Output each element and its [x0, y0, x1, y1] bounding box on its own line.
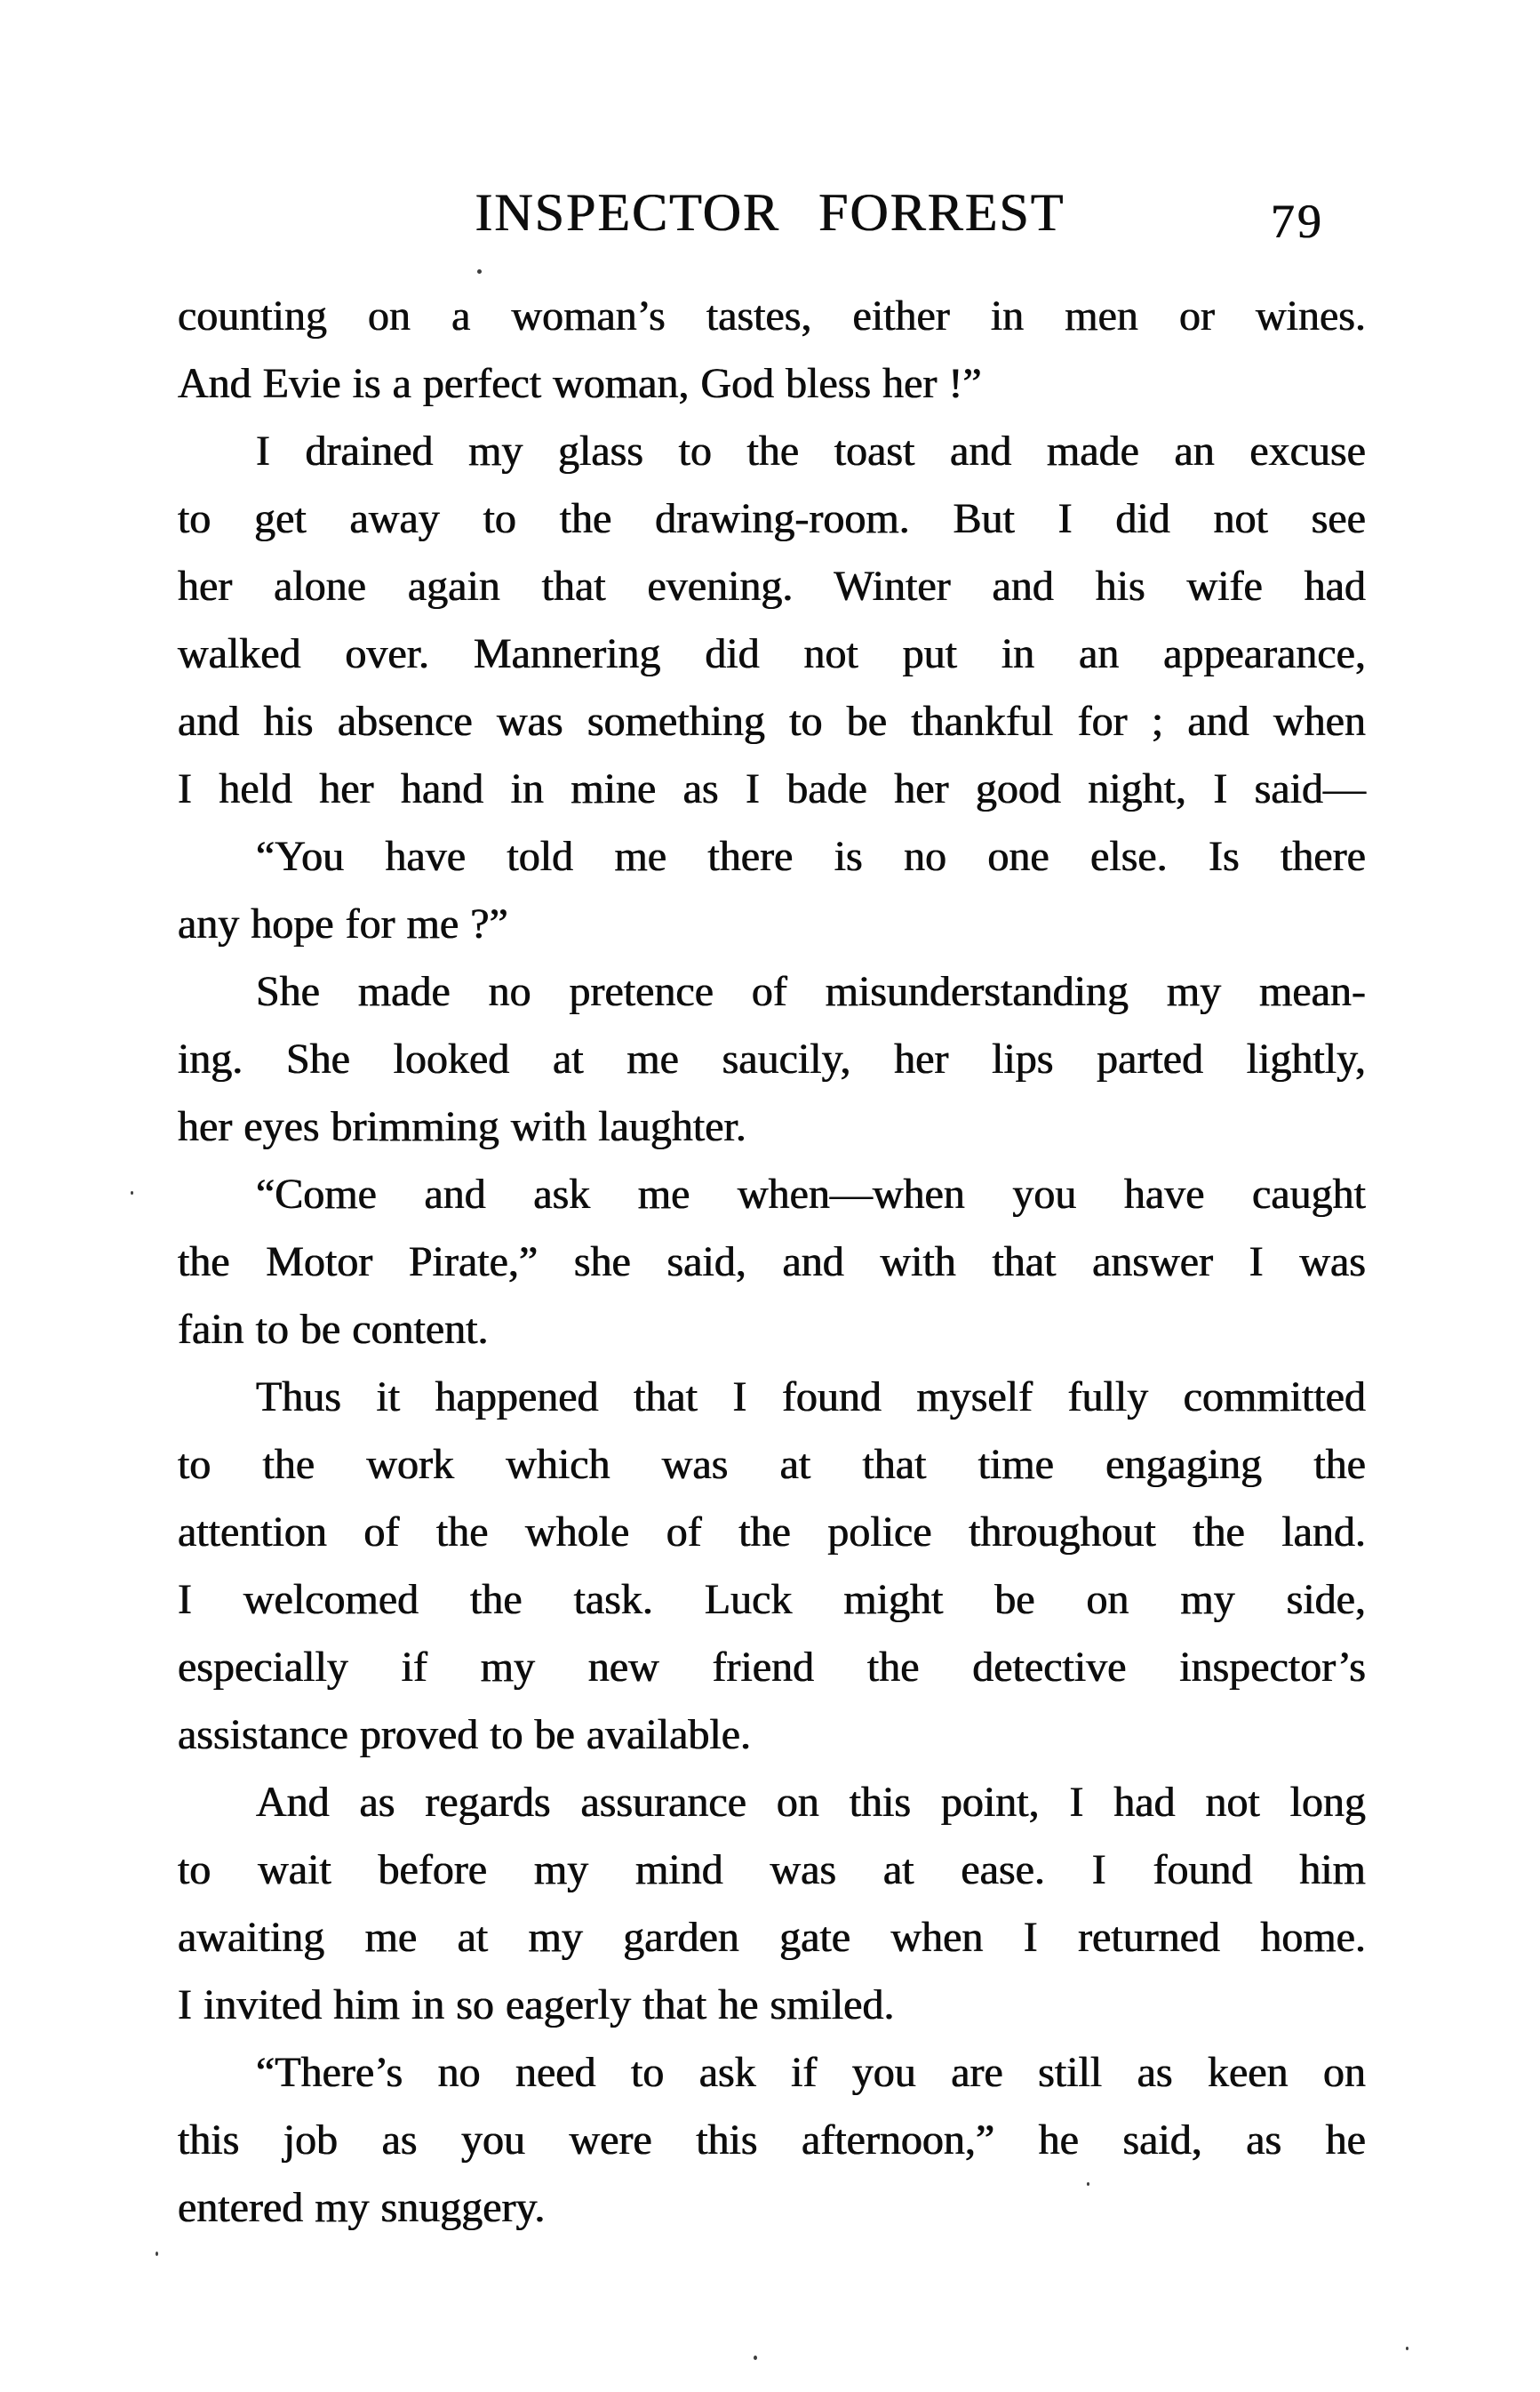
text-line: awaiting me at my garden gate when I returned home. — [178, 1914, 1366, 1961]
text-line: her eyes brimming with laughter. — [178, 1103, 746, 1150]
text-line: “You have told me there is no one else. Is there — [256, 833, 1366, 880]
text-line: to get away to the drawing-room. But I did not see — [178, 495, 1366, 542]
text-line: ing. She looked at me saucily, her lips parted lightly, — [178, 1036, 1366, 1083]
text-line: Thus it happened that I found myself fully committed — [256, 1373, 1366, 1420]
text-line: I invited him in so eagerly that he smiled. — [178, 1981, 895, 2028]
text-line: I drained my glass to the toast and made an excuse — [256, 428, 1366, 475]
text-line: And as regards assurance on this point, I had not long — [256, 1779, 1366, 1826]
scan-speck — [754, 2356, 757, 2360]
text-line: this job as you were this afternoon,” he said, as he — [178, 2116, 1366, 2164]
text-line: “There’s no need to ask if you are still as keen on — [256, 2049, 1366, 2096]
page-number: 79 — [1271, 195, 1324, 248]
text-line: walked over. Mannering did not put in an appearance, — [178, 630, 1366, 677]
text-line: “Come and ask me when—when you have caught — [256, 1171, 1366, 1218]
text-line: entered my snuggery. — [178, 2184, 546, 2231]
text-line: I held her hand in mine as I bade her good night, I said— — [178, 765, 1366, 812]
text-line: to wait before my mind was at ease. I found him — [178, 1846, 1366, 1893]
text-line: and his absence was something to be thankful for ; and when — [178, 698, 1366, 745]
scan-speck — [131, 1191, 133, 1195]
text-line: especially if my new friend the detective inspector’s — [178, 1644, 1366, 1691]
text-line: to the work which was at that time engaging the — [178, 1441, 1366, 1488]
text-line: any hope for me ?” — [178, 900, 508, 948]
scan-speck — [1087, 2182, 1089, 2186]
page-text — [178, 283, 1366, 2242]
scan-speck — [1406, 2347, 1408, 2350]
text-line: attention of the whole of the police throughout the land. — [178, 1508, 1366, 1556]
text-line: her alone again that evening. Winter and his wife had — [178, 563, 1366, 610]
text-line: She made no pretence of misunderstanding my mean- — [256, 968, 1366, 1015]
text-line: the Motor Pirate,” she said, and with that answer I was — [178, 1238, 1366, 1285]
scan-speck — [156, 2252, 158, 2256]
running-title: INSPECTOR FORREST — [475, 183, 1065, 242]
text-line: assistance proved to be available. — [178, 1711, 752, 1758]
text-line: counting on a woman’s tastes, either in men or wines. — [178, 292, 1366, 340]
text-line: I welcomed the task. Luck might be on my side, — [178, 1576, 1366, 1623]
scan-speck — [477, 269, 482, 274]
text-line: fain to be content. — [178, 1306, 489, 1353]
text-line: And Evie is a perfect woman, God bless her !” — [178, 360, 982, 407]
